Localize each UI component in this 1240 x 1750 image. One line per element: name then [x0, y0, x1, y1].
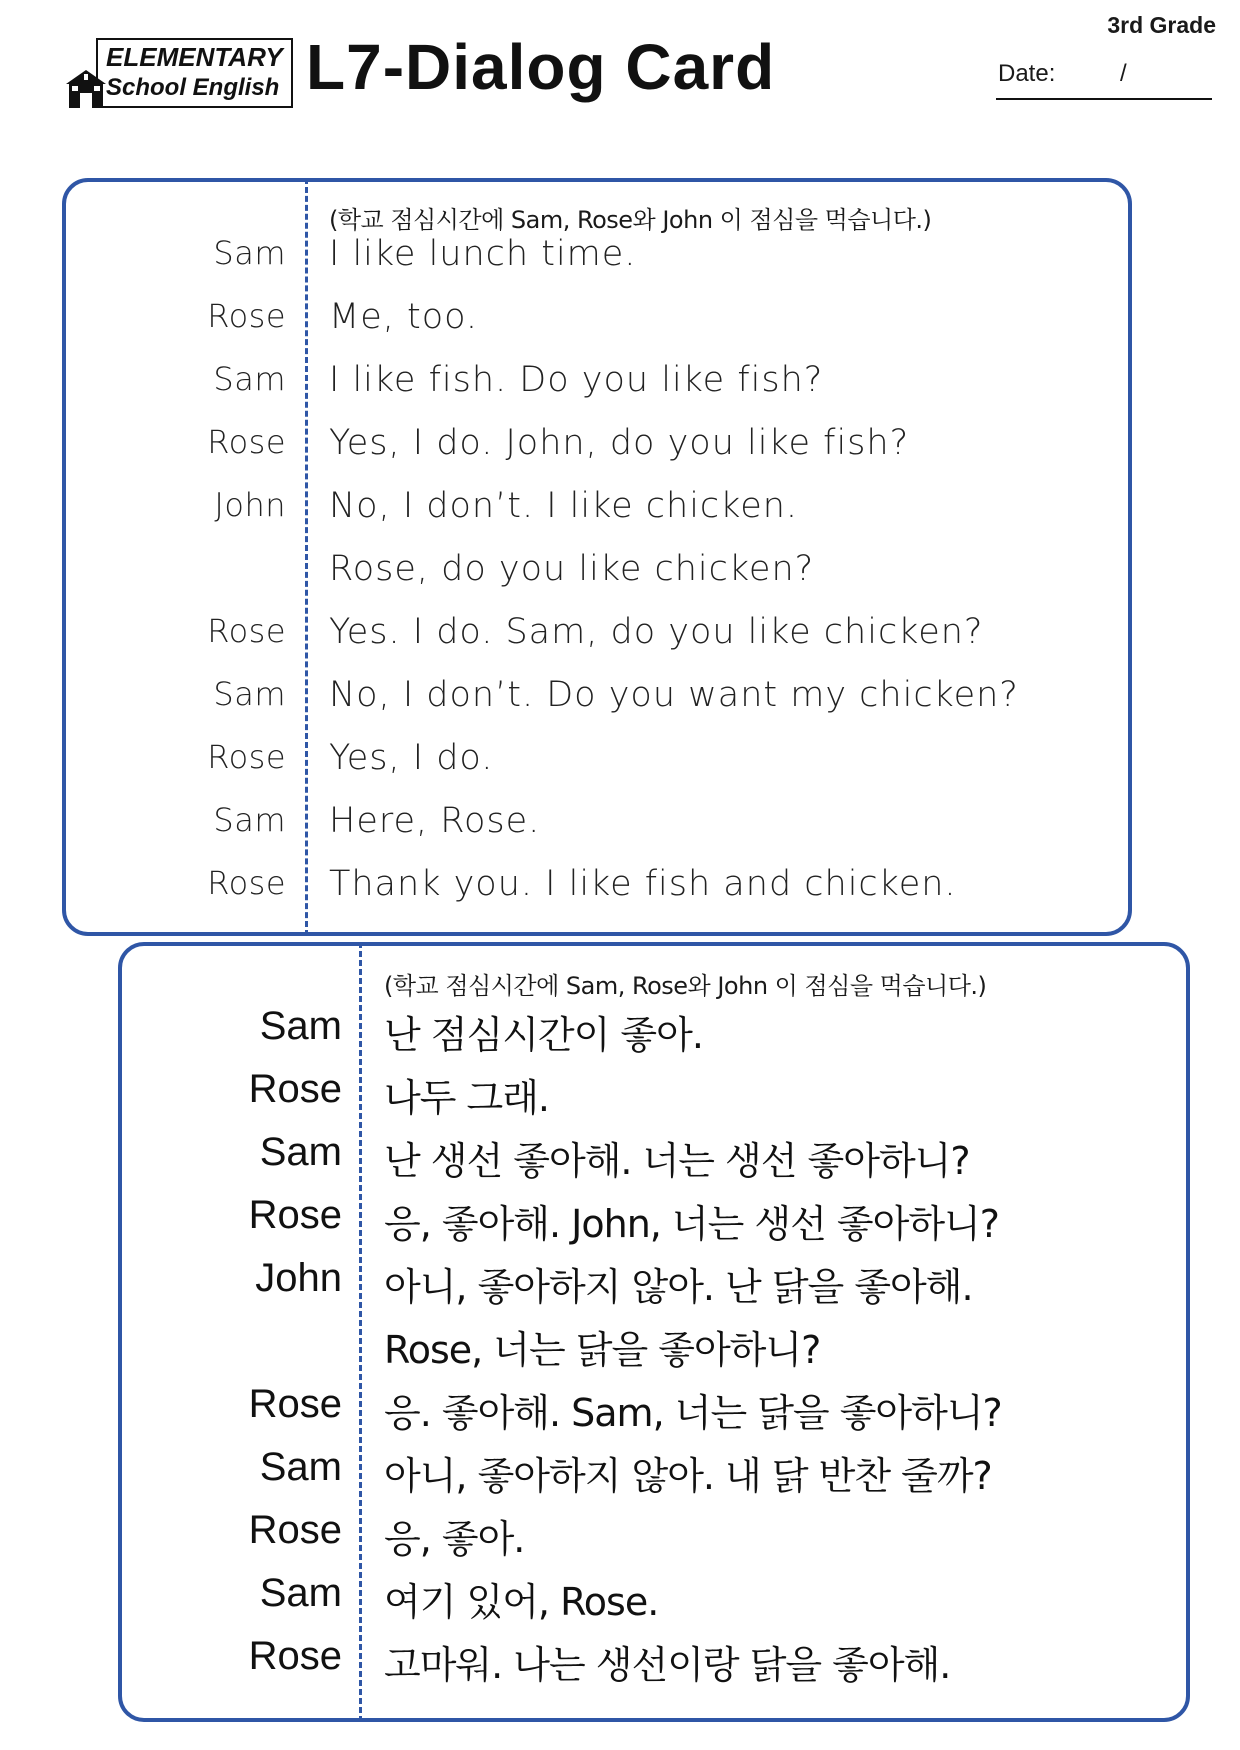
speaker-name: Rose: [207, 423, 286, 461]
dialog-line: 난 생선 좋아해. 너는 생선 좋아하니?: [384, 1139, 970, 1183]
logo-text-elementary: ELEMENTARY: [106, 42, 283, 72]
dialog-row: [122, 1382, 1186, 1445]
dialog-line: Rose, 너는 닭을 좋아하니?: [384, 1328, 821, 1372]
dialog-row: [122, 1571, 1186, 1634]
scene-note: (학교 점심시간에 Sam, Rose와 John 이 점심을 먹습니다.): [329, 206, 932, 234]
dialog-line: Thank you. I like fish and chicken.: [329, 864, 957, 904]
dialog-line: No, I don’t. I like chicken.: [329, 486, 799, 526]
dialog-line: 여기 있어, Rose.: [384, 1580, 659, 1624]
dialog-row: [66, 864, 1128, 927]
page-title: L7-Dialog Card: [306, 31, 776, 103]
speaker-name: Sam: [213, 360, 286, 398]
speaker-name: Rose: [207, 864, 286, 902]
scene-note: (학교 점심시간에 Sam, Rose와 John 이 점심을 먹습니다.): [384, 972, 987, 1000]
speaker-name: Sam: [259, 1445, 342, 1489]
dialog-row: [122, 1445, 1186, 1508]
dialog-line: 아니, 좋아하지 않아. 난 닭을 좋아해.: [384, 1265, 973, 1309]
speaker-name: Sam: [259, 1571, 342, 1615]
dialog-line: Yes, I do. John, do you like fish?: [329, 423, 910, 463]
speaker-name: Rose: [248, 1382, 342, 1426]
dialog-line: Here, Rose.: [329, 801, 541, 841]
dialog-line: 나두 그래.: [384, 1076, 549, 1120]
dialog-line: 응, 좋아.: [384, 1517, 525, 1561]
dialog-line: Yes, I do.: [329, 738, 494, 778]
speaker-name: Sam: [213, 675, 286, 713]
date-label: Date:: [998, 60, 1056, 87]
dialog-row: [122, 1193, 1186, 1256]
dialog-row: [66, 234, 1128, 297]
speaker-name: Rose: [248, 1508, 342, 1552]
dialog-row: [66, 675, 1128, 738]
dialog-row: [66, 738, 1128, 801]
dialog-line: I like lunch time.: [329, 234, 637, 274]
dialog-row: [66, 360, 1128, 423]
speaker-name: John: [255, 1256, 342, 1300]
dialog-row: [122, 1067, 1186, 1130]
dialog-row: [66, 423, 1128, 486]
dialog-line: 응, 좋아해. John, 너는 생선 좋아하니?: [384, 1202, 999, 1246]
speaker-name: Rose: [207, 297, 286, 335]
english-dialog-card: [62, 178, 1132, 936]
dialog-line: 고마워. 나는 생선이랑 닭을 좋아해.: [384, 1643, 951, 1687]
speaker-name: John: [214, 486, 286, 524]
dialog-line: 난 점심시간이 좋아.: [384, 1013, 703, 1057]
speaker-name: Sam: [213, 801, 286, 839]
korean-dialog-card: [118, 942, 1190, 1722]
dialog-row: [122, 1508, 1186, 1571]
dialog-rows: [122, 1004, 1186, 1697]
speaker-name: Sam: [259, 1130, 342, 1174]
dialog-row: [122, 1130, 1186, 1193]
speaker-name: Rose: [248, 1193, 342, 1237]
dialog-line: 아니, 좋아하지 않아. 내 닭 반찬 줄까?: [384, 1454, 992, 1498]
date-separator: /: [1120, 60, 1127, 87]
dialog-line: Rose, do you like chicken?: [329, 549, 815, 589]
date-field[interactable]: [996, 58, 1212, 100]
speaker-name: Rose: [207, 612, 286, 650]
dialog-row: [66, 612, 1128, 675]
dialog-line: I like fish. Do you like fish?: [329, 360, 824, 400]
dialog-rows: [66, 234, 1128, 927]
logo: [66, 38, 299, 108]
dialog-line: No, I don’t. Do you want my chicken?: [329, 675, 1019, 715]
speaker-name: Rose: [207, 738, 286, 776]
speaker-name: Sam: [259, 1004, 342, 1048]
dialog-row: [66, 297, 1128, 360]
dialog-row: [122, 1319, 1186, 1382]
logo-text-school-english: School English: [106, 74, 280, 101]
dialog-row: [66, 801, 1128, 864]
dialog-line: Me, too.: [329, 297, 479, 337]
speaker-name: Sam: [213, 234, 286, 272]
dialog-row: [66, 486, 1128, 549]
dialog-row: [66, 549, 1128, 612]
dialog-row: [122, 1256, 1186, 1319]
dialog-row: [122, 1634, 1186, 1697]
schoolhouse-icon: [66, 68, 106, 110]
dialog-row: [122, 1004, 1186, 1067]
grade-label: 3rd Grade: [1107, 12, 1216, 38]
dialog-line: Yes. I do. Sam, do you like chicken?: [329, 612, 984, 652]
speaker-name: Rose: [248, 1634, 342, 1678]
speaker-name: Rose: [248, 1067, 342, 1111]
dialog-line: 응. 좋아해. Sam, 너는 닭을 좋아하니?: [384, 1391, 1002, 1435]
